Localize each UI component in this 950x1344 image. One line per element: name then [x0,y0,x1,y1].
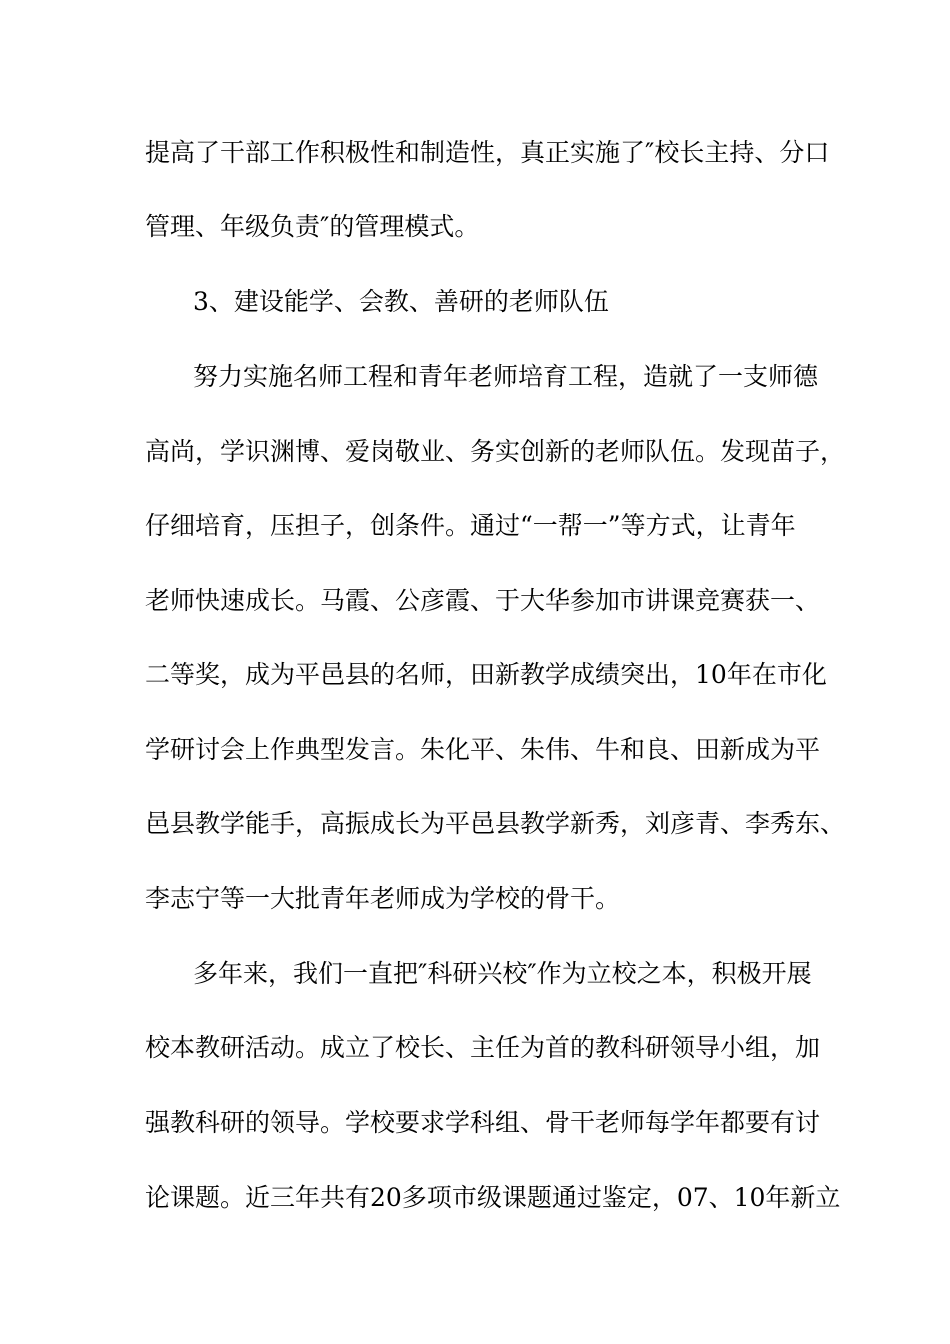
text-line-4: 努力实施名师工程和青年老师培育工程，造就了一支师德 [193,362,819,391]
text-line-6: 仔细培育，压担子，创条件。通过“一帮一”等方式，让青年 [145,511,796,540]
text-line-10: 邑县教学能手，高振成长为平邑县教学新秀，刘彦青、李秀东、 [145,809,846,838]
text-line-15: 论课题。近三年共有20多项市级课题通过鉴定，07、10年新立 [145,1183,841,1212]
text-line-7: 老师快速成长。马霞、公彦霞、于大华参加市讲课竞赛获一、 [145,586,821,615]
text-line-8: 二等奖，成为平邑县的名师，田新教学成绩突出，10年在市化 [145,660,827,689]
text-line-12: 多年来，我们一直把″科研兴校″作为立校之本，积极开展 [193,959,812,988]
text-line-5: 高尚，学识渊博、爱岗敬业、务实创新的老师队伍。发现苗子， [145,437,846,466]
text-line-13: 校本教研活动。成立了校长、主任为首的教科研领导小组，加 [145,1033,821,1062]
text-line-14: 强教科研的领导。学校要求学科组、骨干老师每学年都要有讨 [145,1108,821,1137]
text-line-9: 学研讨会上作典型发言。朱化平、朱伟、牛和良、田新成为平 [145,735,821,764]
section-heading: 3、建设能学、会教、善研的老师队伍 [193,287,609,316]
text-line-1: 提高了干部工作积极性和制造性，真正实施了″校长主持、分口 [145,138,830,167]
text-line-11: 李志宁等一大批青年老师成为学校的骨干。 [145,884,621,913]
text-line-2: 管理、年级负责″的管理模式。 [145,212,480,241]
